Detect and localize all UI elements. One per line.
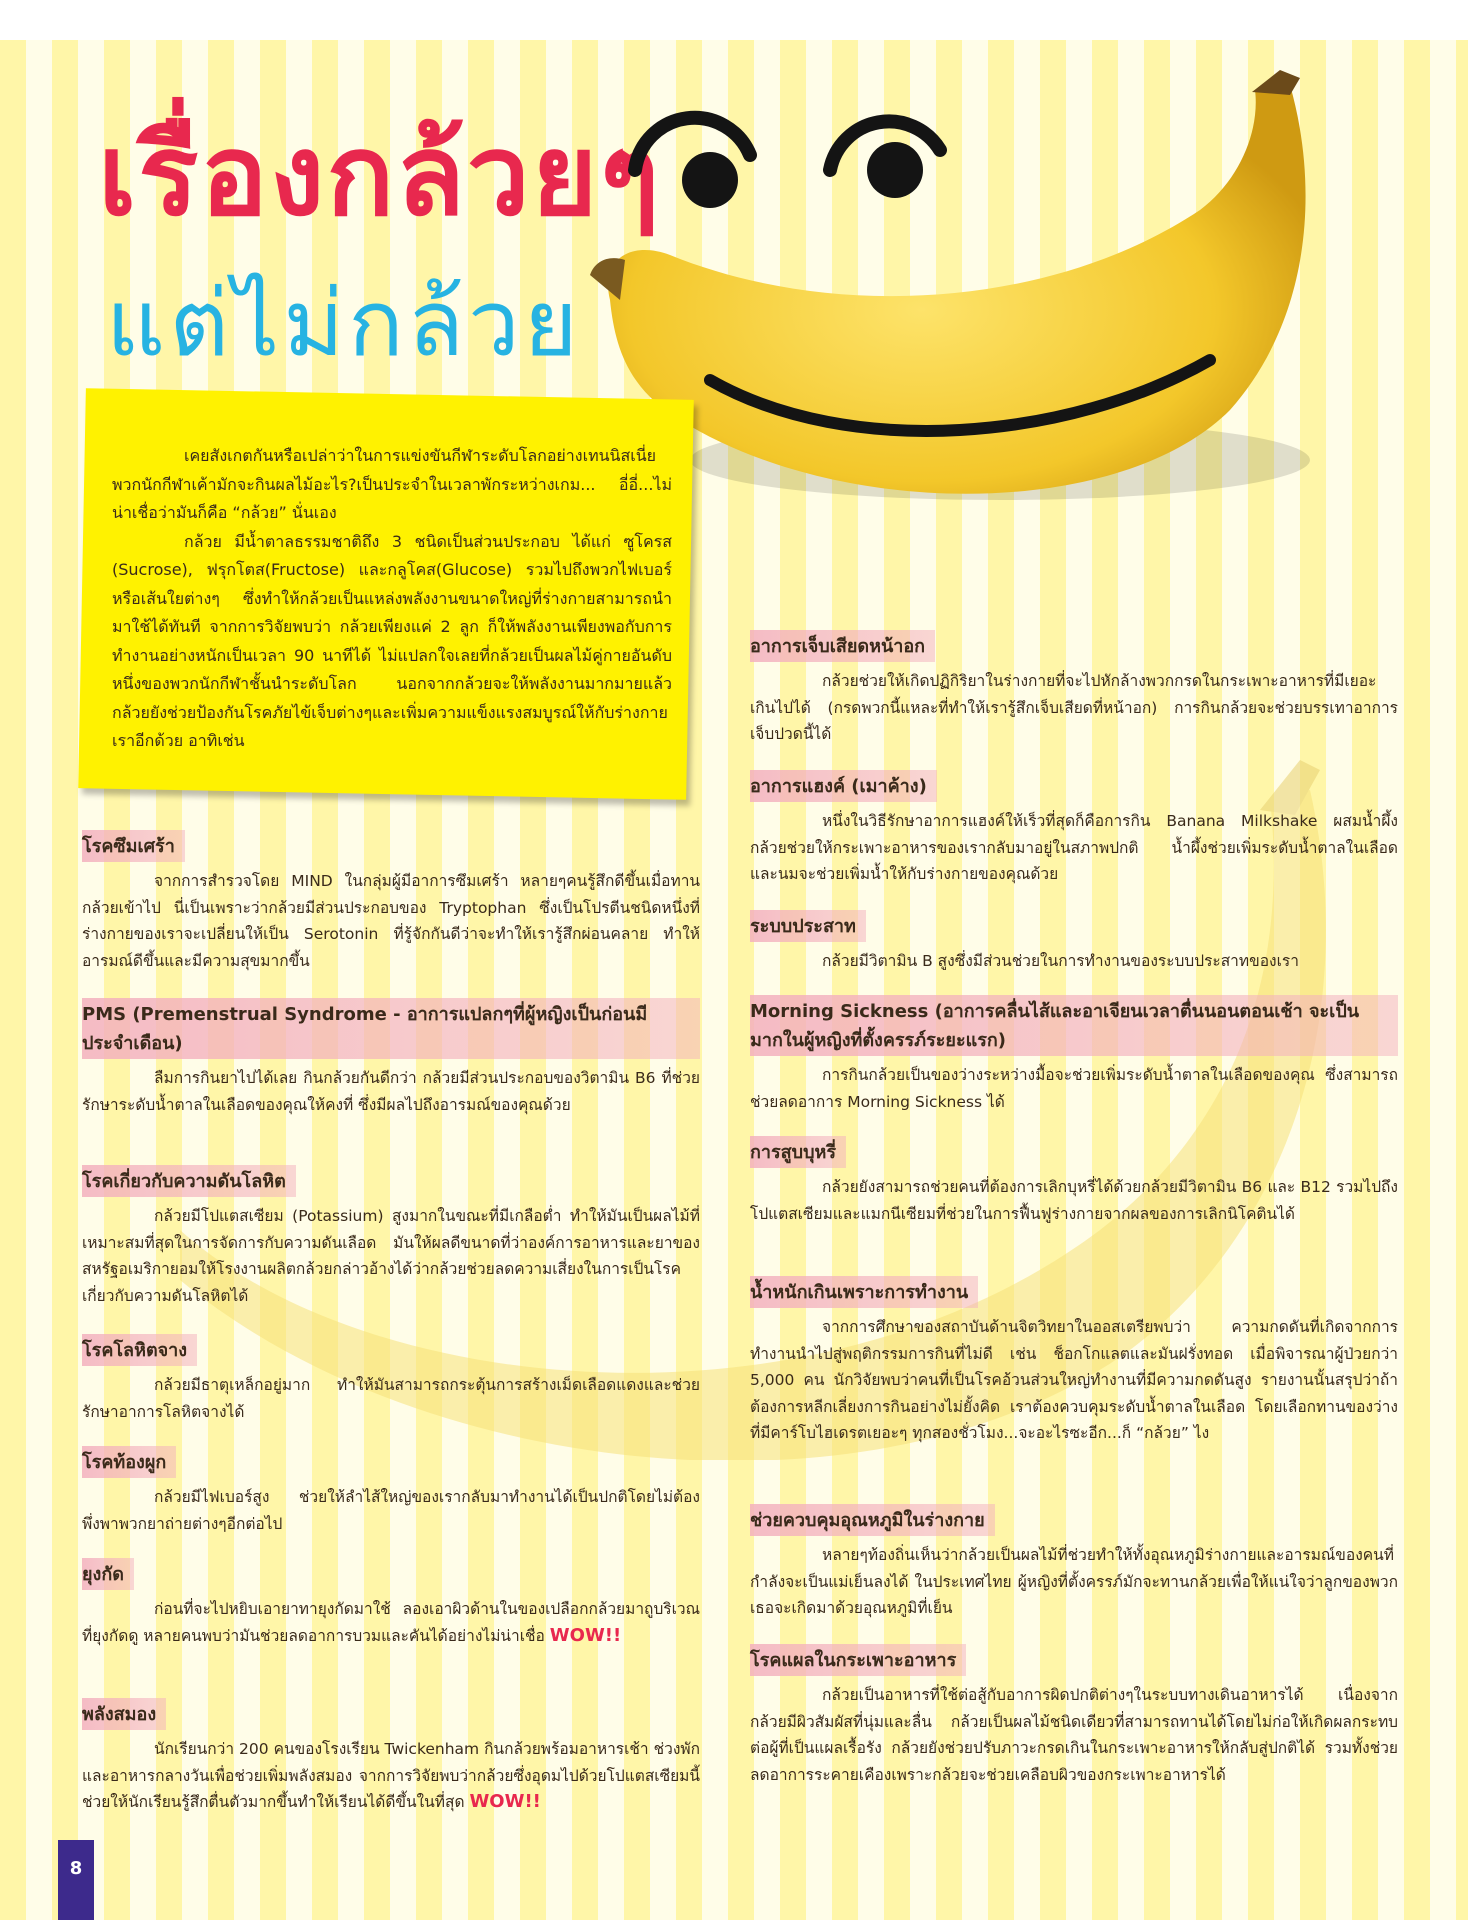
intro-text	[112, 442, 672, 756]
section-heading: PMS (Premenstrual Syndrome - อาการแปลกๆที่ผู้หญิงเป็นก่อนมีประจำเดือน)	[82, 998, 700, 1059]
section-body: จากการศึกษาของสถาบันด้านจิตวิทยาในออสเตรียพบว่า ความกดดันที่เกิดจากการทำงานนำไปสู่พฤติกรรมการกินที่ไม่ดี เช่น ช็อกโกแลตและมันฝรั่งทอด เมื่อพิจารณาผู้ป่วยกว่า 5,000 คน นักวิจัยพบว่าคนที่เป็นโรคอ้วนส่วนใหญ่ทำงานที่มีความกดดันสูง รายงานนั้นสรุปว่าถ้าต้องการหลีกเลี่ยงการกินอย่างไม่ยั้งคิด เราต้องควบคุมระดับน้ำตาลในเลือด โดยเลือกทานของว่างที่มีคาร์โบไฮเดรตเยอะๆ ทุกสองชั่วโมง...จะอะไรซะอีก...ก็ “กล้วย” ไง	[750, 1318, 1398, 1442]
title-line-1: เรื่องกล้วยๆ	[98, 111, 662, 241]
section-heading: ยุงกัด	[82, 1558, 134, 1590]
intro-paragraph-1: เคยสังเกตกันหรือเปล่าว่าในการแข่งขันกีฬาระดับโลกอย่างเทนนิสเนี่ย พวกนักกีฬาเค้ามักจะกินผลไม้อะไร?เป็นประจำในเวลาพักระหว่างเกม... อี่อี่...ไม่น่าเชื่อว่ามันก็คือ “กล้วย” นั่นเอง	[112, 446, 672, 522]
wow-label: WOW!!	[549, 1624, 622, 1646]
top-margin	[0, 0, 1468, 40]
section-pms	[82, 998, 700, 1118]
section-heading: น้ำหนักเกินเพราะการทำงาน	[750, 1276, 978, 1308]
section-body: การกินกล้วยเป็นของว่างระหว่างมื้อจะช่วยเพิ่มระดับน้ำตาลในเลือดของคุณ ซึ่งสามารถช่วยลดอาการ Morning Sickness ได้	[750, 1066, 1398, 1111]
wow-label: WOW!!	[469, 1791, 541, 1812]
section-body: กล้วยมีไฟเบอร์สูง ช่วยให้ลำไส้ใหญ่ของเรากลับมาทำงานได้เป็นปกติโดยไม่ต้องพึ่งพาพวกยาถ่ายต่างๆอีกต่อไป	[82, 1488, 700, 1533]
section-body: หนึ่งในวิธีรักษาอาการแฮงค์ให้เร็วที่สุดก็คือการกิน Banana Milkshake ผสมน้ำผึ้ง กล้วยช่วยให้กระเพาะอาหารของเรากลับมาอยู่ในสภาพปกติ น้ำผึ้งช่วยเพิ่มระดับน้ำตาลในเลือด และนมจะช่วยเพิ่มน้ำให้กับร่างกายของคุณด้วย	[750, 812, 1398, 883]
section-heartburn	[750, 630, 1398, 748]
section-body: นักเรียนกว่า 200 คนของโรงเรียน Twickenham กินกล้วยพร้อมอาหารเช้า ช่วงพัก และอาหารกลางวันเพื่อช่วยเพิ่มพลังสมอง จากการวิจัยพบว่ากล้วยซึ่งอุดมไปด้วยโปแตสเซียมนี้ช่วยให้นักเรียนรู้สึกตื่นตัวมากขึ้นทำให้เรียนได้ดีขึ้นในที่สุด	[82, 1740, 700, 1811]
section-heading: พลังสมอง	[82, 1698, 166, 1730]
section-body: ก่อนที่จะไปหยิบเอายาทายุงกัดมาใช้ ลองเอาผิวด้านในของเปลือกกล้วยมาถูบริเวณที่ยุงกัดดู หลายคนพบว่ามันช่วยลดอาการบวมและคันได้อย่างไม่น่าเชื่อ	[82, 1600, 700, 1645]
section-heading: โรคท้องผูก	[82, 1446, 176, 1478]
section-stomach-ulcer	[750, 1644, 1398, 1788]
section-body-temperature	[750, 1504, 1398, 1622]
section-body: กล้วยมีวิตามิน B สูงซึ่งมีส่วนช่วยในการทำงานของระบบประสาทของเรา	[822, 952, 1299, 970]
section-heading: โรคเกี่ยวกับความดันโลหิต	[82, 1165, 296, 1197]
section-depression	[82, 830, 700, 974]
section-body: กล้วยมีโปแตสเซียม (Potassium) สูงมากในขณะที่มีเกลือต่ำ ทำให้มันเป็นผลไม้ที่เหมาะสมที่สุดในการจัดการกับความดันเลือด มันให้ผลดีขนาดที่ว่าองค์การอาหารและยาของสหรัฐอเมริกายอมให้โรงงานผลิตกล้วยกล่าวอ้างได้ว่ากล้วยช่วยลดความเสี่ยงในการเป็นโรคเกี่ยวกับความดันโลหิตได้	[82, 1207, 700, 1305]
section-heading: โรคแผลในกระเพาะอาหาร	[750, 1644, 966, 1676]
section-blood-pressure	[82, 1165, 700, 1309]
section-body: กล้วยมีธาตุเหล็กอยู่มาก ทำให้มันสามารถกระตุ้นการสร้างเม็ดเลือดแดงและช่วยรักษาอาการโลหิตจางได้	[82, 1376, 700, 1421]
page-number: 8	[58, 1840, 94, 1920]
section-heading: อาการเจ็บเสียดหน้าอก	[750, 630, 935, 662]
section-heading: โรคซึมเศร้า	[82, 830, 185, 862]
section-body: กล้วยเป็นอาหารที่ใช้ต่อสู้กับอาการผิดปกติต่างๆในระบบทางเดินอาหารได้ เนื่องจากกล้วยมีผิวสัมผัสที่นุ่มและลื่น กล้วยเป็นผลไม้ชนิดเดียวที่สามารถทานได้โดยไม่ก่อให้เกิดผลกระทบต่อผู้ที่เป็นแผลเรื้อรัง กล้วยยังช่วยปรับภาวะกรดเกินในกระเพาะอาหารให้กลับสู่ปกติได้ รวมทั้งช่วยลดอาการระคายเคืองเพราะกล้วยจะช่วยเคลือบผิวของกระเพาะอาหารได้	[750, 1686, 1398, 1784]
section-anemia	[82, 1334, 700, 1425]
section-heading: อาการแฮงค์ (เมาค้าง)	[750, 770, 937, 802]
section-body: หลายๆท้องถิ่นเห็นว่ากล้วยเป็นผลไม้ที่ช่วยทำให้ทั้งอุณหภูมิร่างกายและอารมณ์ของคนที่กำลังจะเป็นแม่เย็นลงได้ ในประเทศไทย ผู้หญิงที่ตั้งครรภ์มักจะทานกล้วยเพื่อให้แน่ใจว่าลูกของพวกเธอจะเกิดมาด้วยอุณหภูมิที่เย็น	[750, 1546, 1398, 1617]
title-line-2: แต่ไม่กล้วย	[106, 270, 582, 377]
section-mosquito-bites	[82, 1558, 700, 1649]
section-brain-power	[82, 1698, 700, 1816]
section-smoking	[750, 1136, 1398, 1227]
section-hangover	[750, 770, 1398, 888]
section-body: กล้วยยังสามารถช่วยคนที่ต้องการเลิกบุหรี่ได้ด้วยกล้วยมีวิตามิน B6 และ B12 รวมไปถึงโปแตสเซียมและแมกนีเซียมที่ช่วยในการฟื้นฟูร่างกายจากผลของการเลิกนิโคตินได้	[750, 1178, 1398, 1223]
section-heading: ระบบประสาท	[750, 910, 866, 942]
section-constipation	[82, 1446, 700, 1537]
section-work-weight	[750, 1276, 1398, 1447]
section-body: กล้วยช่วยให้เกิดปฏิกิริยาในร่างกายที่จะไปหักล้างพวกกรดในกระเพาะอาหารที่มีเยอะเกินไปได้ (กรดพวกนี้แหละที่ทำให้เรารู้สึกเจ็บเสียดที่หน้าอก) การกินกล้วยจะช่วยบรรเทาอาการเจ็บปวดนี้ได้	[750, 672, 1398, 743]
section-heading: การสูบบุหรี่	[750, 1136, 846, 1168]
section-heading: Morning Sickness (อาการคลื่นไส้และอาเจียนเวลาตื่นนอนตอนเช้า จะเป็นมากในผู้หญิงที่ตั้งครรภ์ระยะแรก)	[750, 995, 1398, 1056]
section-nervous-system	[750, 910, 1398, 975]
section-morning-sickness	[750, 995, 1398, 1115]
intro-paragraph-2: กล้วย มีน้ำตาลธรรมชาติถึง 3 ชนิดเป็นส่วนประกอบ ได้แก่ ซูโครส (Sucrose), ฟรุกโตส(Fructose) และกลูโคส(Glucose) รวมไปถึงพวกไฟเบอร์หรือเส้นใยต่างๆ ซึ่งทำให้กล้วยเป็นแหล่งพลังงานขนาดใหญ่ที่ร่างกายสามารถนำมาใช้ได้ทันที จากการวิจัยพบว่า กล้วยเพียงแค่ 2 ลูก ก็ให้พลังงานเพียงพอกับการทำงานอย่างหนักเป็นเวลา 90 นาทีได้ ไม่แปลกใจเลยที่กล้วยเป็นผลไม้คู่กายอันดับหนึ่งของพวกนักกีฬาชั้นนำระดับโลก นอกจากกล้วยจะให้พลังงานมากมายแล้ว กล้วยยังช่วยป้องกันโรคภัยไข้เจ็บต่างๆและเพิ่มความแข็งแรงสมบูรณ์ให้กับร่างกายเราอีกด้วย อาทิเช่น	[112, 531, 672, 750]
section-body: ลืมการกินยาไปได้เลย กินกล้วยกันดีกว่า กล้วยมีส่วนประกอบของวิตามิน B6 ที่ช่วยรักษาระดับน้ำตาลในเลือดของคุณให้คงที่ ซึ่งมีผลไปถึงอารมณ์ของคุณด้วย	[82, 1069, 700, 1114]
section-heading: โรคโลหิตจาง	[82, 1334, 197, 1366]
section-body: จากการสำรวจโดย MIND ในกลุ่มผู้มีอาการซึมเศร้า หลายๆคนรู้สึกดีขึ้นเมื่อทานกล้วยเข้าไป นี่เป็นเพราะว่ากล้วยมีส่วนประกอบของ Tryptophan ซึ่งเป็นโปรตีนชนิดหนึ่งที่ร่างกายของเราจะเปลี่ยนให้เป็น Serotonin ที่รู้จักกันดีว่าจะทำให้เรารู้สึกผ่อนคลาย ทำให้อารมณ์ดีขึ้นและมีความสุขมากขึ้น	[82, 872, 700, 970]
section-heading: ช่วยควบคุมอุณหภูมิในร่างกาย	[750, 1504, 995, 1536]
smiling-banana-image	[590, 60, 1350, 580]
